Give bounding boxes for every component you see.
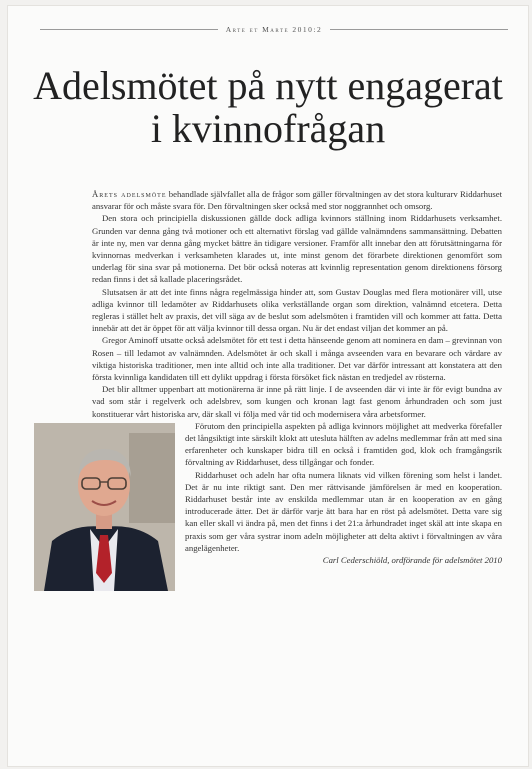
- paragraph-7: Riddarhuset och adeln har ofta numera liknats vid vilken förening som helst i landet. Det är nu inte riktigt sant. Den mer rättvisande jämförelsen är med en kooperation. Riddarhuset består inte av enskilda medlemmar utan är en kooperation av en gång introducerade ätter. Det är därför varje ätt bara har en röst på adelsmötet. Detta vare sig kan eller skall vi ändra på, men det finns i det 21:a århundradet inget skäl att inte skapa en praxis som ger våra systrar inom adeln möjligheter att delta aktivt i förvaltningen av våra angelägenheter.: [185, 469, 502, 553]
- paragraph-1-text: behandlade självfallet alla de frågor som gäller förvaltningen av det stora kulturarv Riddarhuset ansvarar för och måste svara för. Den förvaltningen sker också med stor noggrannhet och omsorg.: [92, 189, 502, 212]
- paragraph-3: Slutsatsen är att det inte finns några regelmässiga hinder att, som Gustav Douglas med flera motionärer vill, utse adliga kvinnor till ledamöter av Riddarhusets olika verkställande organ som direktion, valnämnd etcetera. Detta regleras i stället helt av praxis, det vill säga av de beslut som adelsmöten i framtiden vill och kommer att fatta. Detta innebär att det är öppet för att välja kvinnor till dessa organ. Nu är det endast viljan det kommer an på.: [92, 286, 502, 334]
- paragraph-5: Det blir alltmer uppenbart att motionärerna är inne på rätt linje. I de avseenden där vi inte är för evigt bundna av vad som står i regelverk och adelsbrev, som kungen och kronan lagt fast genom århundraden och som just konstituerar vårt historiska arv, där skall vi följa med vår tid och modernisera våra arbetsformer.: [92, 384, 502, 419]
- paragraph-4: Gregor Aminoff utsatte också adelsmötet för ett test i detta hänseende genom att nominera en dam – grevinnan von Rosen – till ledamot av valnämnden. Adelsmötet är och skall i många avseenden vara en bevarare och värdare av viktiga historiska traditioner, men inte alltid och inte alla traditioner. Det var därför intressant att konstatera att den första kvinnliga kandidaten till ett dylikt uppdrag i första försöket fick nästan en tredjedel av rösterna.: [92, 335, 502, 383]
- lead-words: Årets adelsmöte: [92, 189, 167, 199]
- magazine-page: [8, 6, 528, 766]
- paragraph-2: Den stora och principiella diskussionen gällde dock adliga kvinnors ställning inom Riddarhusets verksamhet. Grunden var denna gång två motioner och ett alternativt förslag vad gällde valnämndens sammansättning. Debatten är inte ny, men var denna gång mycket bättre än tidigare versioner. Framför allt innebar den att förutsättningarna för kvinnornas medverkan i verksamheten klarades ut, inte minst genom det förarbete direktionen genomfört som underlag för sina svar på motionerna. Det bör också noteras att kvinnlig representation genom direktionens försorg redan finns i det så kallade placeringsrådet.: [92, 213, 502, 285]
- title-line-2: i kvinnofrågan: [150, 106, 386, 151]
- article-body: [92, 188, 502, 595]
- title-line-1: Adelsmötet på nytt engagerat: [33, 63, 503, 108]
- header-rule-right: [330, 29, 508, 30]
- header-text: Arte et Marte 2010:2: [225, 24, 323, 34]
- portrait-illustration: [34, 423, 175, 591]
- paragraph-6: Förutom den principiella aspekten på adliga kvinnors möjlighet att medverka förefaller det långsiktigt inte särskilt klokt att utesluta hälften av adelns medlemmar från att med sina erfarenheter och kunskaper bidra till en också i framtiden god, klok och framgångsrik förvaltning av Riddarhuset, dess tillgångar och fonder.: [185, 420, 503, 468]
- signature: Carl Cederschiöld, ordförande för adelsmötet 2010: [322, 555, 502, 566]
- paragraph-1: [92, 188, 502, 212]
- running-header: [40, 19, 508, 39]
- portrait-photo: [34, 423, 175, 591]
- article-title: [18, 64, 518, 150]
- header-rule-left: [40, 29, 218, 30]
